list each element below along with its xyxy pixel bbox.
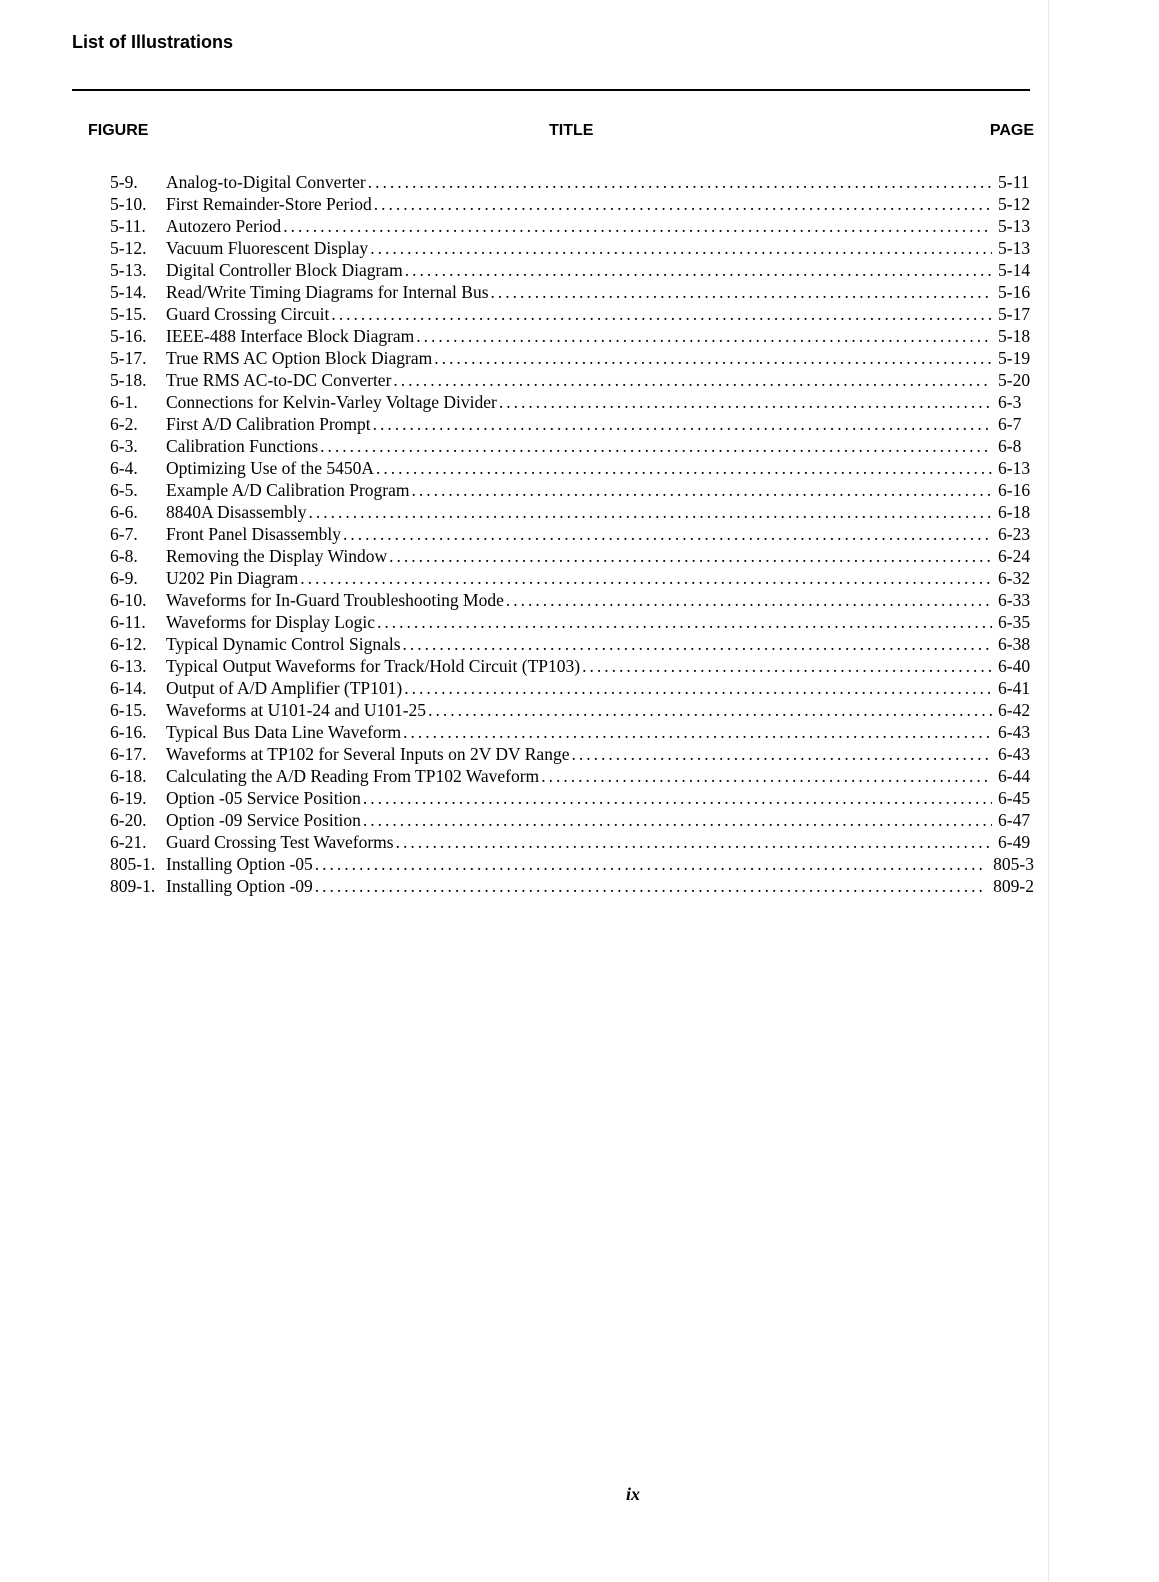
figure-number: 6-15. — [110, 700, 147, 720]
figure-page: 5-16 — [998, 282, 1031, 302]
figure-number: 6-6. — [110, 502, 138, 522]
list-item — [110, 699, 1034, 721]
figure-page: 6-23 — [998, 524, 1031, 544]
figure-page: 805-3 — [993, 854, 1034, 874]
figure-title: Calculating the A/D Reading From TP102 Waveform — [166, 766, 540, 786]
list-item — [110, 369, 1034, 391]
figure-title: Option -05 Service Position — [166, 788, 361, 808]
dot-leader — [412, 479, 993, 501]
dot-leader — [377, 611, 992, 633]
figure-title: Typical Dynamic Control Signals — [166, 634, 401, 654]
figure-title: Calibration Functions — [166, 436, 319, 456]
figure-title: First A/D Calibration Prompt — [166, 414, 371, 434]
dot-leader — [404, 677, 992, 699]
list-item — [110, 281, 1034, 303]
figure-number: 6-8. — [110, 546, 138, 566]
dot-leader — [491, 281, 992, 303]
figure-number: 6-4. — [110, 458, 138, 478]
dot-leader — [331, 303, 992, 325]
figure-number: 6-20. — [110, 810, 147, 830]
figure-title: Output of A/D Amplifier (TP101) — [166, 678, 403, 698]
illustrations-list — [110, 171, 1034, 897]
dot-leader — [374, 193, 992, 215]
figure-title: Guard Crossing Circuit — [166, 304, 330, 324]
figure-page: 5-13 — [998, 238, 1031, 258]
figure-number: 5-14. — [110, 282, 147, 302]
figure-number: 5-16. — [110, 326, 147, 346]
list-item — [110, 589, 1034, 611]
figure-number: 6-13. — [110, 656, 147, 676]
list-item — [110, 853, 1034, 875]
figure-title: True RMS AC-to-DC Converter — [166, 370, 392, 390]
list-item — [110, 567, 1034, 589]
figure-number: 5-15. — [110, 304, 147, 324]
figure-title: Vacuum Fluorescent Display — [166, 238, 369, 258]
figure-number: 6-16. — [110, 722, 147, 742]
list-item — [110, 523, 1034, 545]
list-item — [110, 611, 1034, 633]
column-header-page: PAGE — [989, 122, 1034, 139]
dot-leader — [373, 413, 992, 435]
figure-page: 6-32 — [998, 568, 1031, 588]
list-item — [110, 721, 1034, 743]
figure-page: 5-11 — [998, 172, 1030, 192]
figure-page: 5-12 — [998, 194, 1031, 214]
dot-leader — [416, 325, 992, 347]
dot-leader — [582, 655, 992, 677]
figure-title: Waveforms for In-Guard Troubleshooting Mode — [166, 590, 504, 610]
figure-number: 5-17. — [110, 348, 147, 368]
list-item — [110, 171, 1034, 193]
dot-leader — [343, 523, 992, 545]
figure-number: 6-11. — [110, 612, 146, 632]
figure-page: 6-41 — [998, 678, 1031, 698]
figure-title: Waveforms at U101-24 and U101-25 — [166, 700, 427, 720]
list-item — [110, 875, 1034, 897]
figure-title: First Remainder-Store Period — [166, 194, 372, 214]
dot-leader — [434, 347, 992, 369]
dot-leader — [405, 259, 992, 281]
figure-number: 6-21. — [110, 832, 147, 852]
figure-page: 5-17 — [998, 304, 1031, 324]
figure-number: 6-12. — [110, 634, 147, 654]
figure-title: Digital Controller Block Diagram — [166, 260, 403, 280]
list-item — [110, 501, 1034, 523]
dot-leader — [376, 457, 992, 479]
figure-number: 6-10. — [110, 590, 147, 610]
list-item — [110, 809, 1034, 831]
figure-page: 5-13 — [998, 216, 1031, 236]
list-item — [110, 545, 1034, 567]
figure-page: 6-45 — [998, 788, 1031, 808]
list-item — [110, 303, 1034, 325]
list-item — [110, 831, 1034, 853]
dot-leader — [309, 501, 993, 523]
list-item — [110, 479, 1034, 501]
figure-number: 6-19. — [110, 788, 147, 808]
list-item — [110, 413, 1034, 435]
figure-title: Option -09 Service Position — [166, 810, 361, 830]
list-item — [110, 259, 1034, 281]
figure-title: Waveforms at TP102 for Several Inputs on 2V DV Range — [166, 744, 570, 764]
column-header-title: TITLE — [549, 122, 594, 139]
dot-leader — [315, 875, 987, 897]
figure-title: Removing the Display Window — [166, 546, 388, 566]
figure-page: 5-20 — [998, 370, 1031, 390]
figure-number: 6-17. — [110, 744, 147, 764]
list-item — [110, 325, 1034, 347]
dot-leader — [320, 435, 992, 457]
dot-leader — [541, 765, 992, 787]
figure-number: 6-7. — [110, 524, 138, 544]
figure-page: 6-16 — [998, 480, 1031, 500]
figure-page: 6-43 — [998, 744, 1031, 764]
figure-title: Analog-to-Digital Converter — [166, 172, 366, 192]
figure-title: Read/Write Timing Diagrams for Internal Bus — [166, 282, 489, 302]
figure-page: 6-7 — [998, 414, 1022, 434]
figure-page: 6-35 — [998, 612, 1031, 632]
figure-page: 5-18 — [998, 326, 1031, 346]
dot-leader — [363, 787, 992, 809]
figure-number: 5-11. — [110, 216, 146, 236]
page-number: ix — [626, 1484, 641, 1504]
figure-page: 6-44 — [998, 766, 1031, 786]
figure-title: Optimizing Use of the 5450A — [166, 458, 375, 478]
dot-leader — [396, 831, 992, 853]
figure-number: 809-1. — [110, 876, 156, 896]
figure-number: 6-14. — [110, 678, 147, 698]
dot-leader — [403, 633, 992, 655]
dot-leader — [389, 545, 992, 567]
dot-leader — [428, 699, 992, 721]
figure-page: 6-40 — [998, 656, 1031, 676]
list-item — [110, 655, 1034, 677]
figure-title: Example A/D Calibration Program — [166, 480, 410, 500]
figure-number: 6-1. — [110, 392, 138, 412]
figure-number: 6-9. — [110, 568, 138, 588]
figure-page: 6-49 — [998, 832, 1031, 852]
list-item — [110, 765, 1034, 787]
figure-number: 6-3. — [110, 436, 138, 456]
figure-title: 8840A Disassembly — [166, 502, 307, 522]
list-item — [110, 633, 1034, 655]
dot-leader — [363, 809, 992, 831]
list-item — [110, 677, 1034, 699]
list-item — [110, 435, 1034, 457]
figure-title: Installing Option -05 — [166, 854, 313, 874]
figure-number: 5-9. — [110, 172, 138, 192]
figure-number: 5-13. — [110, 260, 147, 280]
figure-page: 5-14 — [998, 260, 1031, 280]
figure-number: 5-10. — [110, 194, 147, 214]
list-item — [110, 743, 1034, 765]
dot-leader — [506, 589, 992, 611]
figure-title: IEEE-488 Interface Block Diagram — [166, 326, 415, 346]
figure-title: Autozero Period — [166, 216, 282, 236]
figure-number: 5-18. — [110, 370, 147, 390]
figure-page: 6-33 — [998, 590, 1031, 610]
figure-page: 6-43 — [998, 722, 1031, 742]
dot-leader — [499, 391, 992, 413]
dot-leader — [393, 369, 992, 391]
figure-number: 6-18. — [110, 766, 147, 786]
list-item — [110, 237, 1034, 259]
dot-leader — [300, 567, 992, 589]
list-item — [110, 193, 1034, 215]
figure-page: 6-38 — [998, 634, 1031, 654]
scan-edge-line — [1048, 0, 1049, 1582]
figure-title: U202 Pin Diagram — [166, 568, 299, 588]
dot-leader — [403, 721, 992, 743]
figure-page: 809-2 — [993, 876, 1034, 896]
figure-title: Typical Bus Data Line Waveform — [166, 722, 402, 742]
list-item — [110, 347, 1034, 369]
figure-title: Typical Output Waveforms for Track/Hold Circuit (TP103) — [166, 656, 581, 676]
figure-page: 6-42 — [998, 700, 1031, 720]
figure-page: 6-3 — [998, 392, 1022, 412]
figure-title: True RMS AC Option Block Diagram — [166, 348, 433, 368]
figure-page: 6-47 — [998, 810, 1031, 830]
figure-number: 6-2. — [110, 414, 138, 434]
dot-leader — [283, 215, 992, 237]
list-item — [110, 787, 1034, 809]
dot-leader — [315, 853, 987, 875]
header-rule — [72, 89, 1030, 91]
figure-page: 6-13 — [998, 458, 1031, 478]
column-header-figure: FIGURE — [88, 122, 149, 139]
figure-title: Guard Crossing Test Waveforms — [166, 832, 394, 852]
figure-page: 6-24 — [998, 546, 1031, 566]
list-item — [110, 391, 1034, 413]
figure-number: 805-1. — [110, 854, 156, 874]
figure-page: 5-19 — [998, 348, 1031, 368]
dot-leader — [368, 171, 992, 193]
list-item — [110, 215, 1034, 237]
figure-number: 6-5. — [110, 480, 138, 500]
dot-leader — [370, 237, 992, 259]
figure-title: Waveforms for Display Logic — [166, 612, 376, 632]
dot-leader — [571, 743, 992, 765]
figure-title: Connections for Kelvin-Varley Voltage Divider — [166, 392, 497, 412]
list-item — [110, 457, 1034, 479]
figure-title: Front Panel Disassembly — [166, 524, 341, 544]
figure-page: 6-18 — [998, 502, 1031, 522]
figure-page: 6-8 — [998, 436, 1022, 456]
page-header: List of Illustrations — [72, 32, 234, 52]
figure-number: 5-12. — [110, 238, 147, 258]
figure-title: Installing Option -09 — [166, 876, 313, 896]
